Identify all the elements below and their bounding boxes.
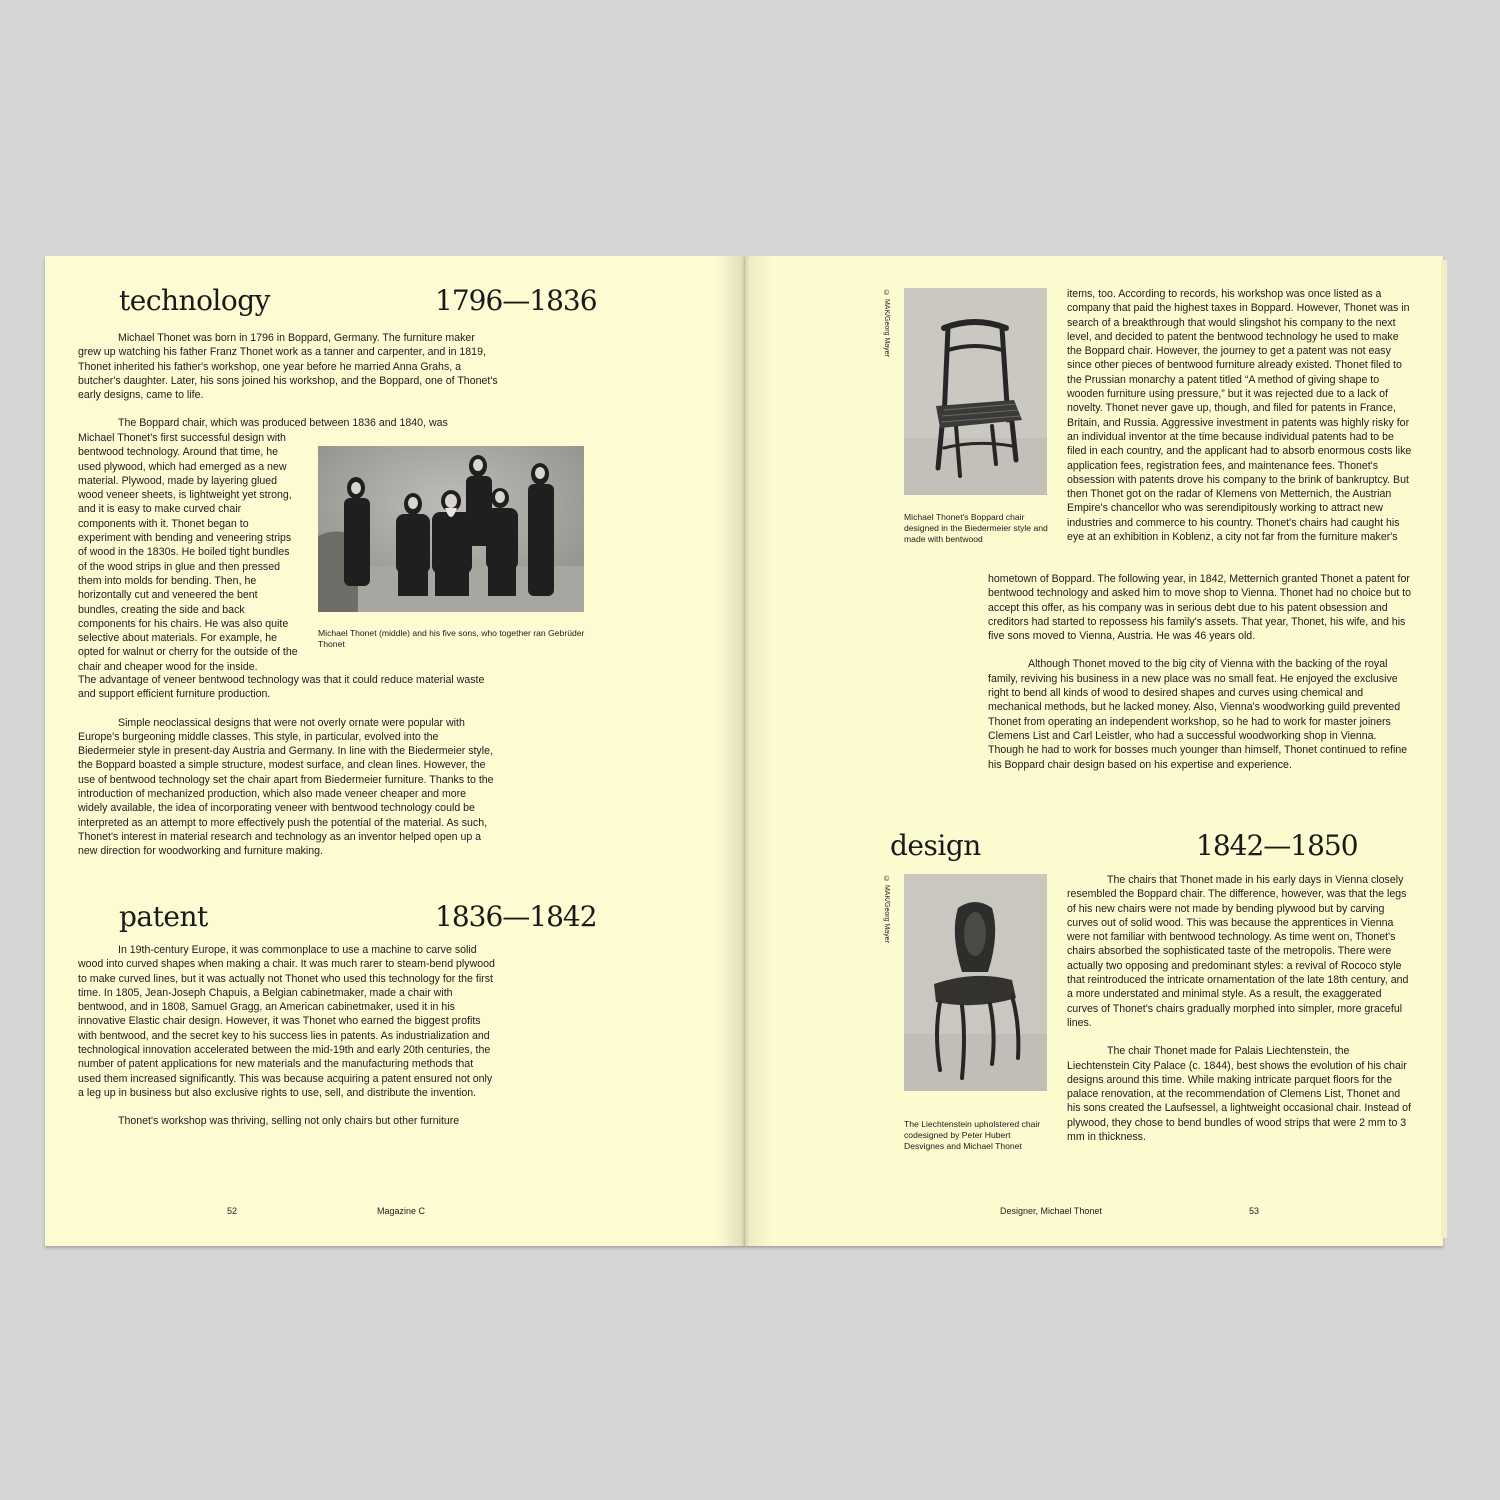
patent-text	[78, 943, 498, 1143]
patent-paragraph-1: In 19th-century Europe, it was commonplace to use a machine to carve solid wood into curved shapes when making a chair. It was much rarer to steam-bend plywood to make curved lines, but it was actually not Thonet who used this technology for the first time. In 1805, Jean-Joseph Chapuis, a Belgian cabinetmaker, made a chair with bentwood, and in 1808, Samuel Gragg, an American cabinetmaker, used it in his innovative Elastic chair design. However, it was Thonet who earned the biggest profits with bentwood, and the secret key to his success lies in patents. As industrialization and technological innovation accelerated between the mid-19th and early 20th centuries, the number of patent applications for new materials and the manufacturing methods that used them increased significantly. This was because acquiring a patent ensured not only a leg up in business but also exclusive rights to use, sell, and distribute the invention.	[78, 944, 495, 1099]
boppard-chair-photo	[904, 288, 1047, 495]
left-page	[45, 256, 745, 1246]
technology-text	[78, 331, 498, 431]
patent-continuation-wrap	[1067, 287, 1414, 544]
photo-credit-1: © MAK/Georg Mayer	[883, 290, 890, 357]
technology-paragraph-1: Michael Thonet was born in 1796 in Boppard, Germany. The furniture maker grew up watching his father Franz Thonet work as a tanner and carpenter, and in 1819, Thonet inherited his father's workshop, one year before he married Anna Grahs, a butcher's daughter. Later, his sons joined his workshop, and the Boppard, one of Thonet's early designs, came to life.	[78, 332, 498, 402]
patent-paragraph-2: Thonet's workshop was thriving, selling not only chairs but other furniture	[118, 1115, 460, 1128]
liechtenstein-chair-caption: The Liechtenstein upholstered chair codesigned by Peter Hubert Desvignes and Michael Thonet	[904, 1119, 1041, 1151]
technology-paragraph-3: Simple neoclassical designs that were not overly ornate were popular with Europe's burgeoning middle classes. This style, in particular, evolved into the Biedermeier style in present-day Austria and Germany. In line with the Biedermeier style, the Boppard boasted a simple structure, modest surface, and clean lines. However, the use of bentwood technology set the chair apart from Biedermeier furniture. Thanks to the introduction of mechanized production, which also made veneer cheaper and more widely available, the idea of incorporating veneer with bentwood technology could be interpreted as an attempt to more effectively push the potential of the material. As such, Thonet's interest in material research and technology as an inventor helped open up a new direction for woodworking and furniture making.	[78, 716, 494, 858]
magazine-name: Magazine C	[377, 1206, 426, 1216]
patent-continuation-text: items, too. According to records, his workshop was once listed as a company that paid the highest taxes in Boppard. However, Thonet was in search of a breakthrough that would slingshot his company to the next level, and decided to patent the bentwood technology he used to make the Boppard chair. However, the journey to get a patent was not easy since other pieces of bentwood furniture already existed. Thonet filed to the Prussian monarchy a patent titled “A method of giving shape to wooden furniture using pressure,” but it was rejected due to a lack of novelty. Thonet never gave up, though, and filed for patents in France, Britain, and Russia. Aggressive investment in patents was highly risky for an individual inventor at the time because individual patents had to be filed in each country, and the applicant had to absorb enormous costs like application fees, registration fees, and maintenance fees. Thonet's obsession with patents drove his company to the brink of bankruptcy. But then Thonet got on the radar of Klemens von Metternich, the Austrian Empire's chancellor who was serendipitously working to attract new industries and commerce to his country. Thonet's chairs had caught his eye at an exhibition in Koblenz, a city not far from the furniture maker's	[1067, 288, 1412, 544]
patent-years: 1836—1842	[435, 900, 597, 933]
patent-continuation-full	[988, 572, 1414, 786]
design-text	[1067, 873, 1414, 1158]
design-heading: design	[890, 829, 981, 862]
technology-text-cont	[78, 673, 498, 873]
liechtenstein-chair-photo	[904, 874, 1047, 1091]
page-edge	[1441, 260, 1447, 1238]
page-number-left: 52	[227, 1206, 238, 1216]
technology-heading: technology	[119, 284, 270, 317]
technology-paragraph-2-wrap: Michael Thonet's first successful design with bentwood technology. Around that time, he used plywood, which had emerged as a new material. Plywood, made by layering glued wood veneer sheets, is lightweight yet strong, and it is easy to make curved chair components with it. Thonet began to experiment with bending and veneering strips of wood in the 1830s. He boiled tight bundles of the wood strips in glue and then pressed them into molds for bending. Then, he horizontally cut and veneered the bent bundles, creating the side and back components for his chairs. He was also quite selective about materials. For example, he opted for walnut or cherry for the outside of the chair and cheaper wood for the inside.	[78, 432, 298, 673]
boppard-chair-caption: Michael Thonet's Boppard chair designed in the Biedermeier style and made with bentwood	[904, 512, 1048, 544]
patent-heading: patent	[119, 900, 208, 933]
technology-wrap-text	[78, 431, 300, 674]
family-photo-caption: Michael Thonet (middle) and his five sons, who together ran Gebrüder Thonet	[318, 628, 585, 649]
right-page	[745, 256, 1443, 1246]
patent-continuation-end: hometown of Boppard. The following year, in 1842, Metternich granted Thonet a patent for bentwood technology and asked him to move shop to Vienna. Thonet had no choice but to accept this offer, as his company was in serious debt due to his patent obsession and creditors had started to repossess his family's assets. That year, Thonet, his wife, and his five sons moved to Vienna, Austria. He was 46 years old.	[988, 573, 1412, 643]
photo-credit-2: © MAK/Georg Mayer	[883, 876, 890, 943]
page-number-right: 53	[1249, 1206, 1260, 1216]
design-paragraph-1: The chairs that Thonet made in his early days in Vienna closely resembled the Boppard chair. The difference, however, was that the legs of his new chairs were not made by bending plywood but by carving curves out of solid wood. This was because the apprentices in Vienna were not familiar with bentwood technology. As time went on, Thonet's chairs absorbed the sophisticated taste of the metropolis. There were actually two opposing and predominant styles: a revival of Rococo style that reintroduced the intricate ornamentation of the late 18th century, and a more understated and minimal style. As a result, the exaggerated curves of Thonet's chairs gradually morphed into simpler, more graceful lines.	[1067, 874, 1409, 1029]
technology-paragraph-2-tail: The advantage of veneer bentwood technology was that it could reduce material waste and support efficient furniture production.	[78, 674, 485, 701]
thonet-family-photo	[318, 446, 584, 612]
technology-paragraph-2-intro: The Boppard chair, which was produced between 1836 and 1840, was	[118, 417, 448, 430]
design-paragraph-2: The chair Thonet made for Palais Liechtenstein, the Liechtenstein City Palace (c. 1844), best shows the evolution of his chair designs around this time. While making intricate parquet floors for the palace renovation, at the recommendation of Clemens List, Thonet and his sons created the Laufsessel, a lightweight occasional chair. Instead of plywood, they chose to bend bundles of wood strips that were 2 mm to 3 mm in thickness.	[1067, 1045, 1411, 1144]
magazine-spread	[45, 256, 1443, 1246]
spine-gutter	[717, 256, 773, 1246]
technology-years: 1796—1836	[435, 284, 597, 317]
vienna-paragraph: Although Thonet moved to the big city of Vienna with the backing of the royal family, reviving his business in a new place was no small feat. He enjoyed the exclusive right to bend all kinds of wood to desired shapes and curves using chemical and mechanical methods, but he lacked money. Also, Vienna's woodworking guild prevented Thonet from operating an independent workshop, so he had to work for master joiners Clemens List and Carl Leistler, who had a successful woodworking shop in Vienna. Though he had to work for bosses much younger than himself, Thonet continued to refine his Boppard chair design based on his expertise and experience.	[988, 658, 1408, 771]
section-name-footer: Designer, Michael Thonet	[1000, 1206, 1102, 1216]
design-years: 1842—1850	[1196, 829, 1358, 862]
